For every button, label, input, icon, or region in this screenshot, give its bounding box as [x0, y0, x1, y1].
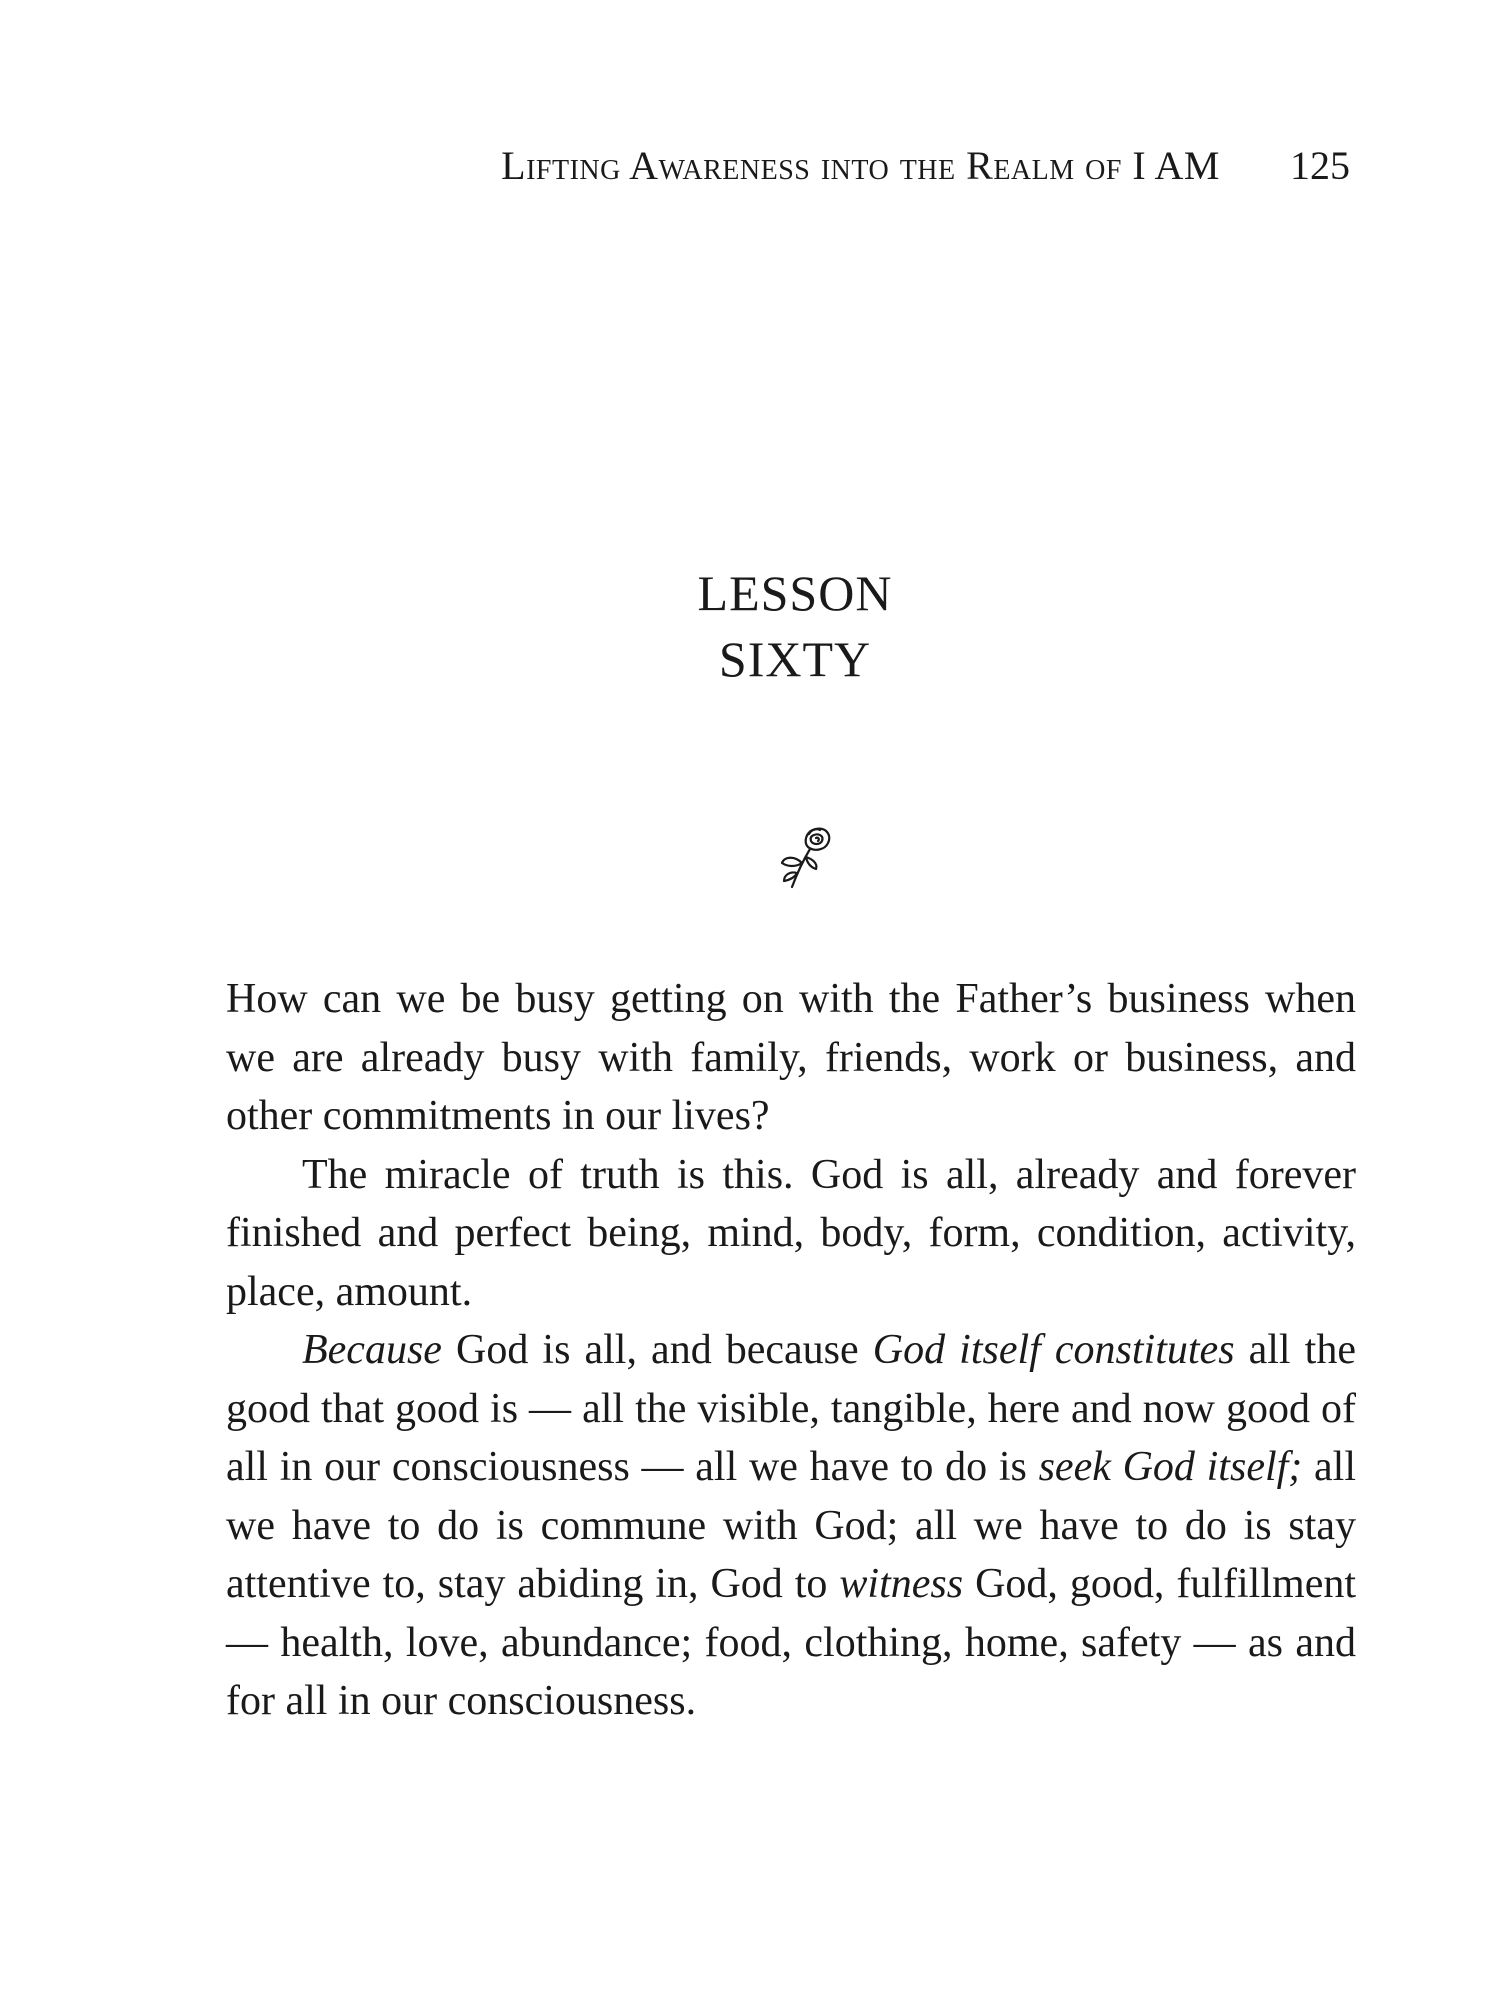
paragraph-1: How can we be busy getting on with the Father’s business when we are already busy with family, friends, work or business, and other commitments in our lives? [226, 976, 1356, 1139]
chapter-heading-line-2: SIXTY [718, 631, 872, 687]
paragraph-2: The miracle of truth is this. God is all, already and forever finished and perfect being, mind, body, form, condition, activity, place, amount. [226, 1151, 1356, 1315]
running-head [300, 140, 1350, 192]
page-number: 125 [1290, 143, 1350, 188]
paragraph-3-text-2: all the good that good is — all the visible, tangible, here and now good of all in our consciousness — all we have to do is [226, 1327, 1356, 1490]
emphasis-witness: witness [839, 1561, 964, 1607]
body-text [226, 970, 1356, 1731]
paragraph-3 [226, 1321, 1356, 1731]
emphasis-seek-god-itself: seek God itself; [1038, 1444, 1303, 1490]
paragraph-3-text-4: God, good, fulfillment — health, love, abundance; food, clothing, home, safety — as and for all in our consciousness. [226, 1561, 1356, 1724]
paragraph-3-text-1: God is all, and because [441, 1327, 873, 1373]
chapter-heading-line-1: LESSON [697, 565, 893, 621]
chapter-heading [0, 560, 1500, 692]
running-head-title: Lifting Awareness into the Realm of I AM [501, 143, 1220, 188]
emphasis-god-itself-constitutes: God itself constitutes [872, 1327, 1235, 1373]
emphasis-because: Because [302, 1327, 442, 1373]
rose-icon [776, 825, 834, 891]
paragraph-3-text-3: all we have to do is commune with God; all we have to do is stay attentive to, stay abiding in, God to [226, 1444, 1357, 1607]
